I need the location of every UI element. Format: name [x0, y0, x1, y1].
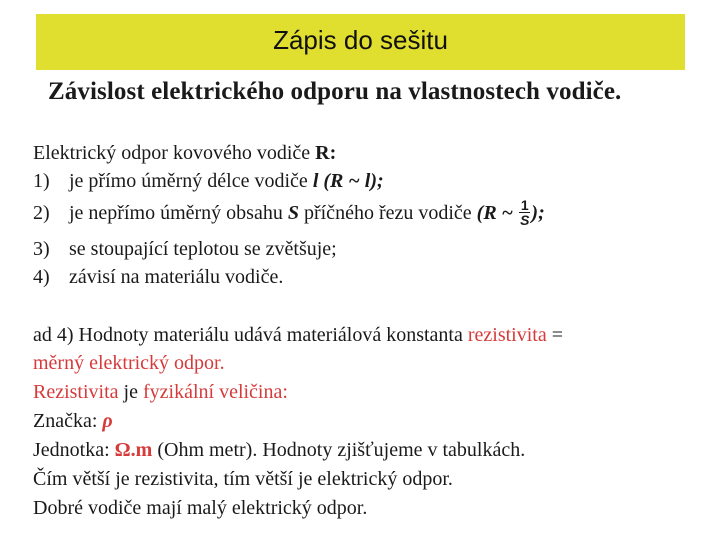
term-rezistivita: Rezistivita — [33, 381, 119, 403]
note-line-1 — [33, 324, 563, 347]
term-physical-quantity: fyzikální veličina: — [142, 381, 288, 403]
list-item-2 — [33, 197, 545, 229]
item-text: je přímo úměrný délce vodiče — [69, 170, 313, 192]
note-equals: = — [546, 324, 563, 346]
note-text: ad 4) Hodnoty materiálu udává materiálová konstanta — [33, 324, 468, 346]
note-text: je — [118, 381, 143, 403]
list-item-3 — [33, 238, 337, 261]
item-formula: l (R ~ l); — [312, 170, 384, 192]
slide-title: Zápis do sešitu — [273, 25, 448, 55]
title-banner — [36, 14, 685, 70]
intro-symbol: R: — [315, 142, 337, 164]
item-text: závisí na materiálu vodiče. — [69, 266, 284, 288]
note-line-2: měrný elektrický odpor. — [33, 352, 225, 374]
symbol-rho: ρ — [102, 410, 113, 432]
unit-ohm-meter: Ω.m — [114, 439, 153, 461]
note-line-6: Čím větší je rezistivita, tím větší je elektrický odpor. — [33, 468, 453, 490]
fraction — [519, 198, 530, 227]
item-number: 1) — [33, 170, 50, 192]
list-item-1 — [33, 170, 384, 193]
fraction-numerator: 1 — [520, 197, 529, 213]
item-text-2: příčného řezu vodiče — [298, 202, 477, 225]
formula-pre: (R ~ — [476, 202, 519, 225]
intro-line — [33, 142, 336, 165]
note-line-4 — [33, 410, 113, 433]
item-number: 3) — [33, 238, 50, 260]
fraction-denominator: S — [520, 212, 530, 228]
note-line-3 — [33, 381, 288, 404]
intro-text: Elektrický odpor kovového vodiče — [33, 142, 316, 164]
section-heading: Závislost elektrického odporu na vlastnostech vodiče. — [48, 78, 622, 105]
symbol-label: Značka: — [33, 410, 103, 432]
item-number: 4) — [33, 266, 50, 288]
item-text: se stoupající teplotou se zvětšuje; — [69, 238, 337, 260]
item-symbol: S — [287, 202, 299, 225]
item-text: je nepřímo úměrný obsahu — [69, 202, 288, 225]
note-text: (Ohm metr). Hodnoty zjišťujeme v tabulkách. — [152, 439, 526, 461]
formula-post: ); — [531, 202, 545, 225]
note-line-5 — [33, 439, 525, 462]
term-rezistivita: rezistivita — [467, 324, 547, 346]
item-number: 2) — [33, 202, 50, 225]
note-line-7: Dobré vodiče mají malý elektrický odpor. — [33, 497, 368, 519]
unit-label: Jednotka: — [33, 439, 115, 461]
list-item-4 — [33, 266, 283, 289]
